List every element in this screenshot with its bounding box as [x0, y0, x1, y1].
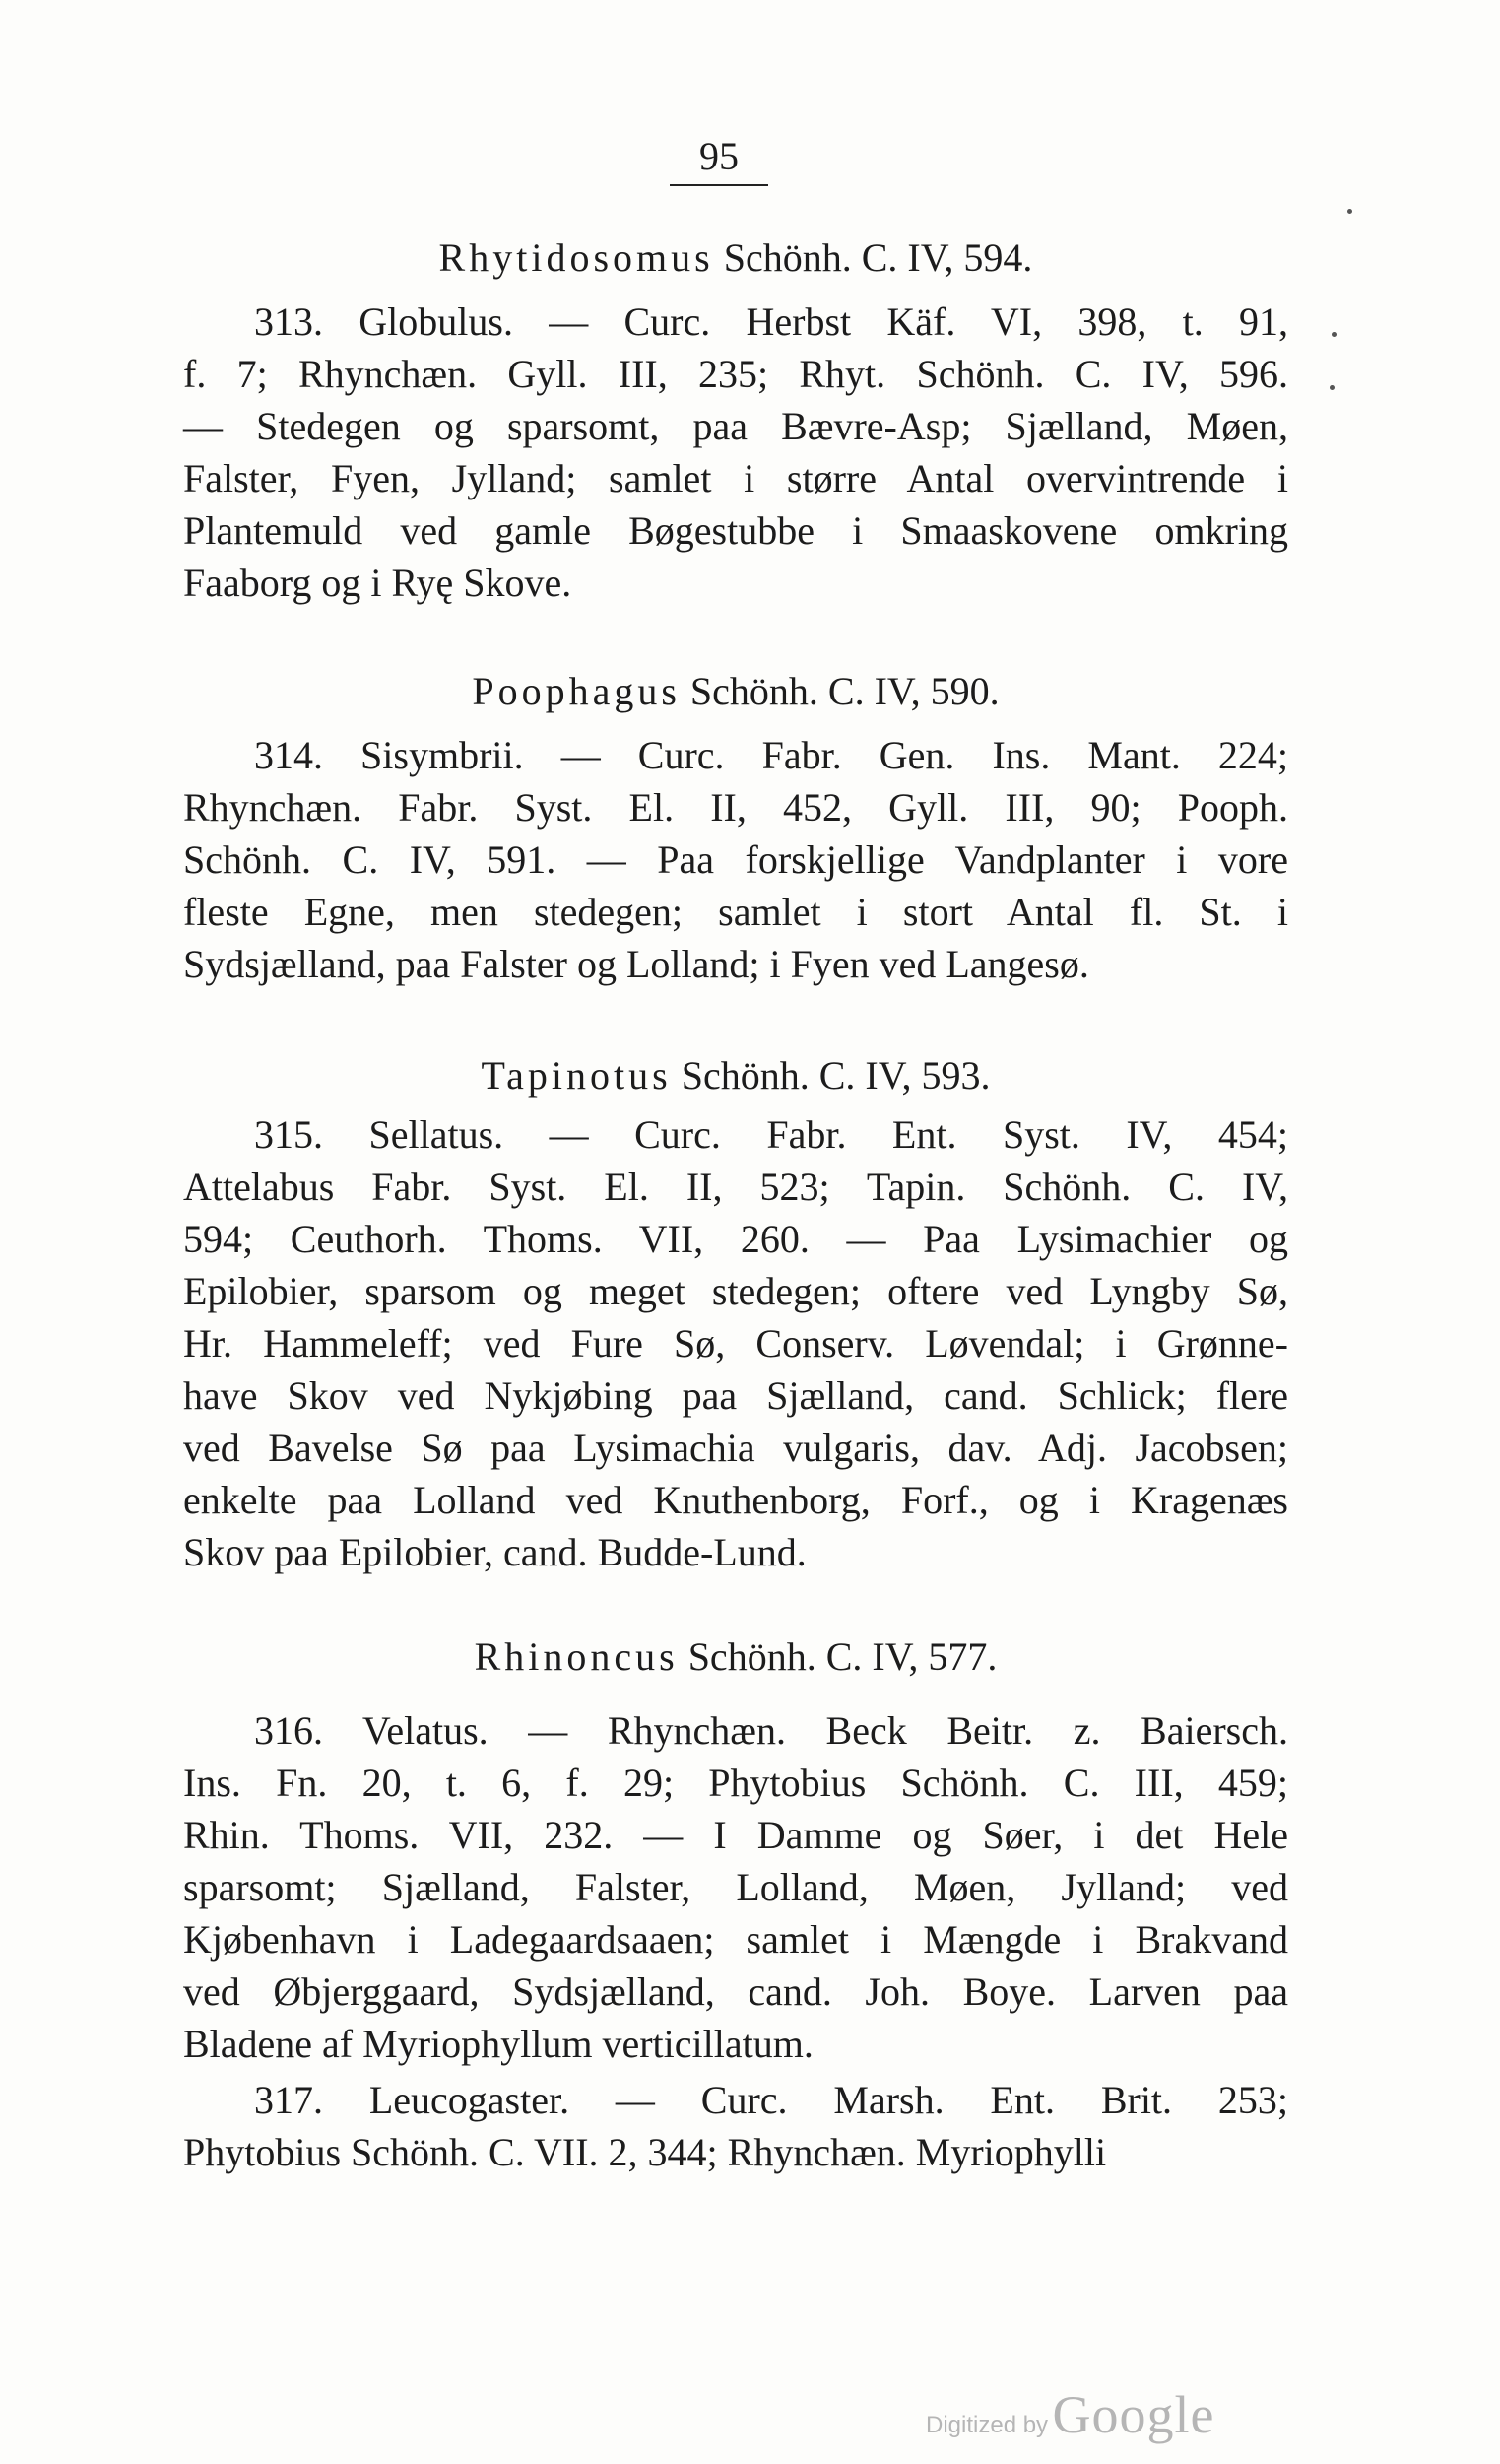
entry-line: Plantemuld ved gamle Bøgestubbe i Smaaskovene omkring — [183, 508, 1288, 553]
entry-line: Attelabus Fabr. Syst. El. II, 523; Tapin. Schönh. C. IV, — [183, 1165, 1288, 1209]
entry-line: Rhin. Thoms. VII, 232. — I Damme og Søer, i det Hele — [183, 1813, 1288, 1857]
scan-speck — [1332, 332, 1337, 337]
species-entry — [183, 1704, 1288, 2070]
genus-reference: Schönh. C. IV, 593. — [681, 1053, 991, 1098]
entry-line: 316. Velatus. — Rhynchæn. Beck Beitr. z. Baiersch. — [254, 1708, 1288, 1753]
scan-speck — [1347, 209, 1352, 214]
genus-heading — [183, 1631, 1288, 1683]
entry-line: sparsomt; Sjælland, Falster, Lolland, Møen, Jylland; ved — [183, 1865, 1288, 1909]
page-number: 95 — [670, 133, 768, 186]
entry-line: Faaborg og i Ryę Skove. — [183, 561, 572, 605]
entry-line: Bladene af Myriophyllum verticillatum. — [183, 2022, 814, 2066]
species-entry — [183, 729, 1288, 990]
entry-line: Sydsjælland, paa Falster og Lolland; i Fyen ved Langesø. — [183, 942, 1089, 986]
digitized-watermark — [926, 2384, 1214, 2445]
genus-name: Tapinotus — [481, 1053, 672, 1098]
species-entry — [183, 2074, 1288, 2178]
entry-line: f. 7; Rhynchæn. Gyll. III, 235; Rhyt. Schönh. C. IV, 596. — [183, 352, 1288, 396]
genus-reference: Schönh. C. IV, 590. — [689, 669, 1000, 713]
entry-line: ved Bavelse Sø paa Lysimachia vulgaris, dav. Adj. Jacobsen; — [183, 1426, 1288, 1470]
entry-line: 313. Globulus. — Curc. Herbst Käf. VI, 398, t. 91, — [254, 300, 1288, 344]
genus-heading — [183, 232, 1288, 284]
google-logo-text: Google — [1052, 2385, 1215, 2444]
entry-line: 317. Leucogaster. — Curc. Marsh. Ent. Brit. 253; — [254, 2078, 1288, 2122]
entry-line: Kjøbenhavn i Ladegaardsaaen; samlet i Mængde i Brakvand — [183, 1917, 1288, 1962]
entry-line: Epilobier, sparsom og meget stedegen; oftere ved Lyngby Sø, — [183, 1269, 1288, 1313]
scan-speck — [1330, 385, 1335, 390]
entry-line: Skov paa Epilobier, cand. Budde-Lund. — [183, 1530, 807, 1574]
entry-line: Phytobius Schönh. C. VII. 2, 344; Rhynchæn. Myriophylli — [183, 2130, 1107, 2174]
entry-line: fleste Egne, men stedegen; samlet i stort Antal fl. St. i — [183, 890, 1288, 934]
entry-line: 594; Ceuthorh. Thoms. VII, 260. — Paa Lysimachier og — [183, 1217, 1288, 1261]
entry-line: Rhynchæn. Fabr. Syst. El. II, 452, Gyll. III, 90; Pooph. — [183, 785, 1288, 830]
entry-line: have Skov ved Nykjøbing paa Sjælland, cand. Schlick; flere — [183, 1373, 1288, 1418]
entry-line: 314. Sisymbrii. — Curc. Fabr. Gen. Ins. Mant. 224; — [254, 733, 1288, 777]
genus-reference: Schönh. C. IV, 577. — [687, 1634, 998, 1679]
entry-line: Schönh. C. IV, 591. — Paa forskjellige Vandplanter i vore — [183, 837, 1288, 882]
genus-reference: Schönh. C. IV, 594. — [723, 235, 1033, 280]
species-entry — [183, 296, 1288, 609]
genus-name: Rhinoncus — [474, 1634, 679, 1679]
digitized-label: Digitized by — [926, 2412, 1049, 2438]
entry-line: enkelte paa Lolland ved Knuthenborg, Forf., og i Kragenæs — [183, 1478, 1288, 1522]
entry-line: — Stedegen og sparsomt, paa Bævre-Asp; Sjælland, Møen, — [183, 404, 1288, 448]
entry-line: Hr. Hammeleff; ved Fure Sø, Conserv. Løvendal; i Grønne- — [183, 1321, 1288, 1365]
genus-heading — [183, 665, 1288, 717]
genus-name: Rhytidosomus — [438, 235, 714, 280]
entry-line: Falster, Fyen, Jylland; samlet i større Antal overvintrende i — [183, 456, 1288, 500]
entry-line: Ins. Fn. 20, t. 6, f. 29; Phytobius Schönh. C. III, 459; — [183, 1761, 1288, 1805]
genus-name: Poophagus — [472, 669, 681, 713]
entry-line: ved Øbjerggaard, Sydsjælland, cand. Joh. Boye. Larven paa — [183, 1969, 1288, 2014]
entry-line: 315. Sellatus. — Curc. Fabr. Ent. Syst. IV, 454; — [254, 1112, 1288, 1157]
genus-heading — [183, 1049, 1288, 1101]
species-entry — [183, 1108, 1288, 1578]
